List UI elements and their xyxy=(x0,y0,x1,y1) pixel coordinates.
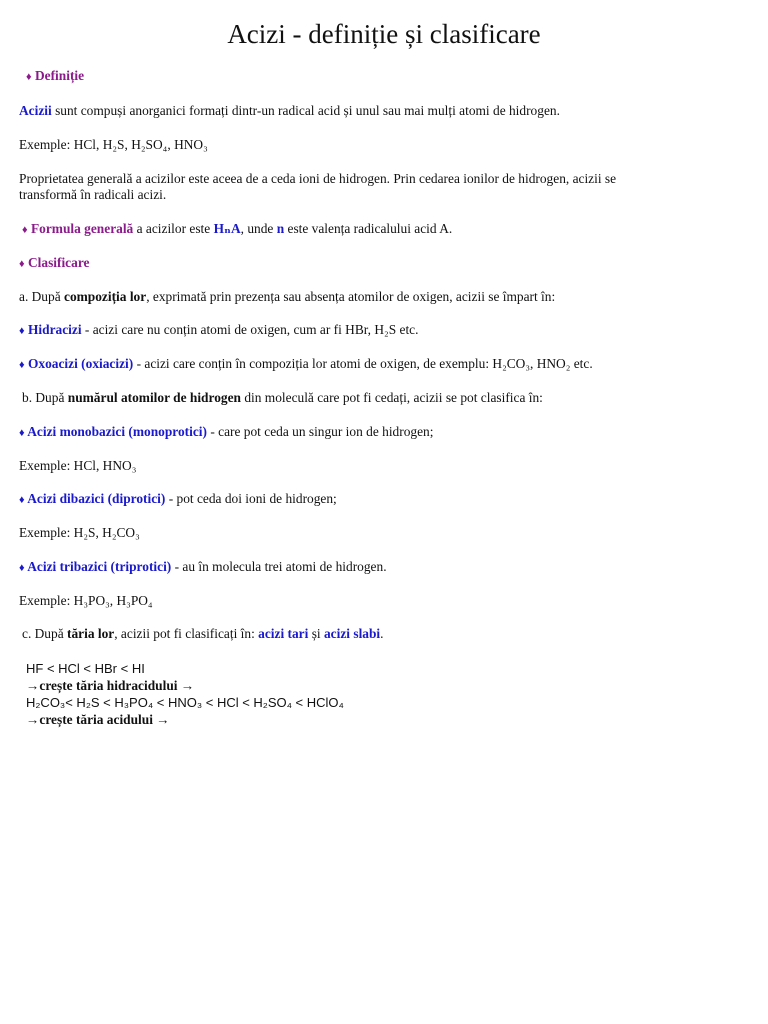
bullet-icon: ♦ xyxy=(19,359,25,371)
property-paragraph: Proprietatea generală a acizilor este aceea de a ceda ioni de hidrogen. Prin cedarea ionilor de hidrogen, acizii se transformă în radicali acizi. xyxy=(19,171,617,202)
section-a: a. După compoziția lor, exprimată prin prezența sau absența atomilor de oxigen, acizii se împart în: xyxy=(19,289,556,304)
bullet-icon: ♦ xyxy=(19,427,25,439)
bullet-icon: ♦ xyxy=(26,71,32,83)
weak-acids-term: acizi slabi xyxy=(323,626,381,641)
dibasic-item: ♦ Acizi dibazici (diprotici) - pot ceda doi ioni de hidrogen; xyxy=(19,491,337,506)
examples-dibasic: Exemple: H₂S, H₂CO₃ xyxy=(19,525,140,540)
oxoacid-series: H₂CO₃< H₂S < H₃PO₄ < HNO₃ < HCl < H₂SO₄ < HClO₄ xyxy=(26,695,344,710)
hydracids-item: ♦ Hidracizi - acizi care nu conțin atomi de oxigen, cum ar fi HBr, H₂S etc. xyxy=(19,322,419,337)
oxoacids-item: ♦ Oxoacizi (oxiacizi) - acizi care conțin în compoziția lor atomi de oxigen, de exemplu: H₂CO₃, HNO₂ etc. xyxy=(19,356,593,371)
hydracid-series: HF < HCl < HBr < HI xyxy=(26,661,145,676)
acid-strength-series xyxy=(26,660,756,728)
definition-paragraph: Acizii sunt compuși anorganici formați dintr-un radical acid și unul sau mai mulți atomi de hidrogen. xyxy=(19,103,560,118)
monobasic-item: ♦ Acizi monobazici (monoprotici) - care pot ceda un singur ion de hidrogen; xyxy=(19,424,434,439)
page-title: Acizi - definiție și clasificare xyxy=(227,19,541,49)
examples-monobasic: Exemple: HCl, HNO₃ xyxy=(19,458,137,473)
classification-heading: ♦ Clasificare xyxy=(19,255,90,270)
bullet-icon: ♦ xyxy=(19,562,25,574)
examples-general: Exemple: HCl, H₂S, H₂SO₄, HNO₃ xyxy=(19,137,208,152)
tribasic-item: ♦ Acizi tribazici (triprotici) - au în molecula trei atomi de hidrogen. xyxy=(19,559,387,574)
bullet-icon: ♦ xyxy=(22,224,28,236)
hydracid-strength-arrow: →crește tăria hidracidului → xyxy=(26,678,195,693)
bullet-icon: ♦ xyxy=(19,494,25,506)
examples-tribasic: Exemple: H₃PO₃, H₃PO₄ xyxy=(19,593,153,608)
acizi-term: Acizii xyxy=(19,103,52,118)
section-b: b. După numărul atomilor de hidrogen din moleculă care pot fi cedați, acizii se pot clasifica în: xyxy=(22,390,543,405)
formula-paragraph: ♦ Formula generală a acizilor este HₙA, unde n este valența radicalului acid A. xyxy=(22,221,453,236)
bullet-icon: ♦ xyxy=(19,325,25,337)
section-c: c. După tăria lor, acizii pot fi clasificați în: acizi tari și acizi slabi. xyxy=(22,626,384,641)
bullet-icon: ♦ xyxy=(19,258,25,270)
strong-acids-term: acizi tari xyxy=(258,626,309,641)
general-formula: HₙA xyxy=(213,221,241,236)
acid-strength-arrow: →crește tăria acidului → xyxy=(26,712,170,727)
definition-heading: ♦ Definiție xyxy=(26,68,85,83)
